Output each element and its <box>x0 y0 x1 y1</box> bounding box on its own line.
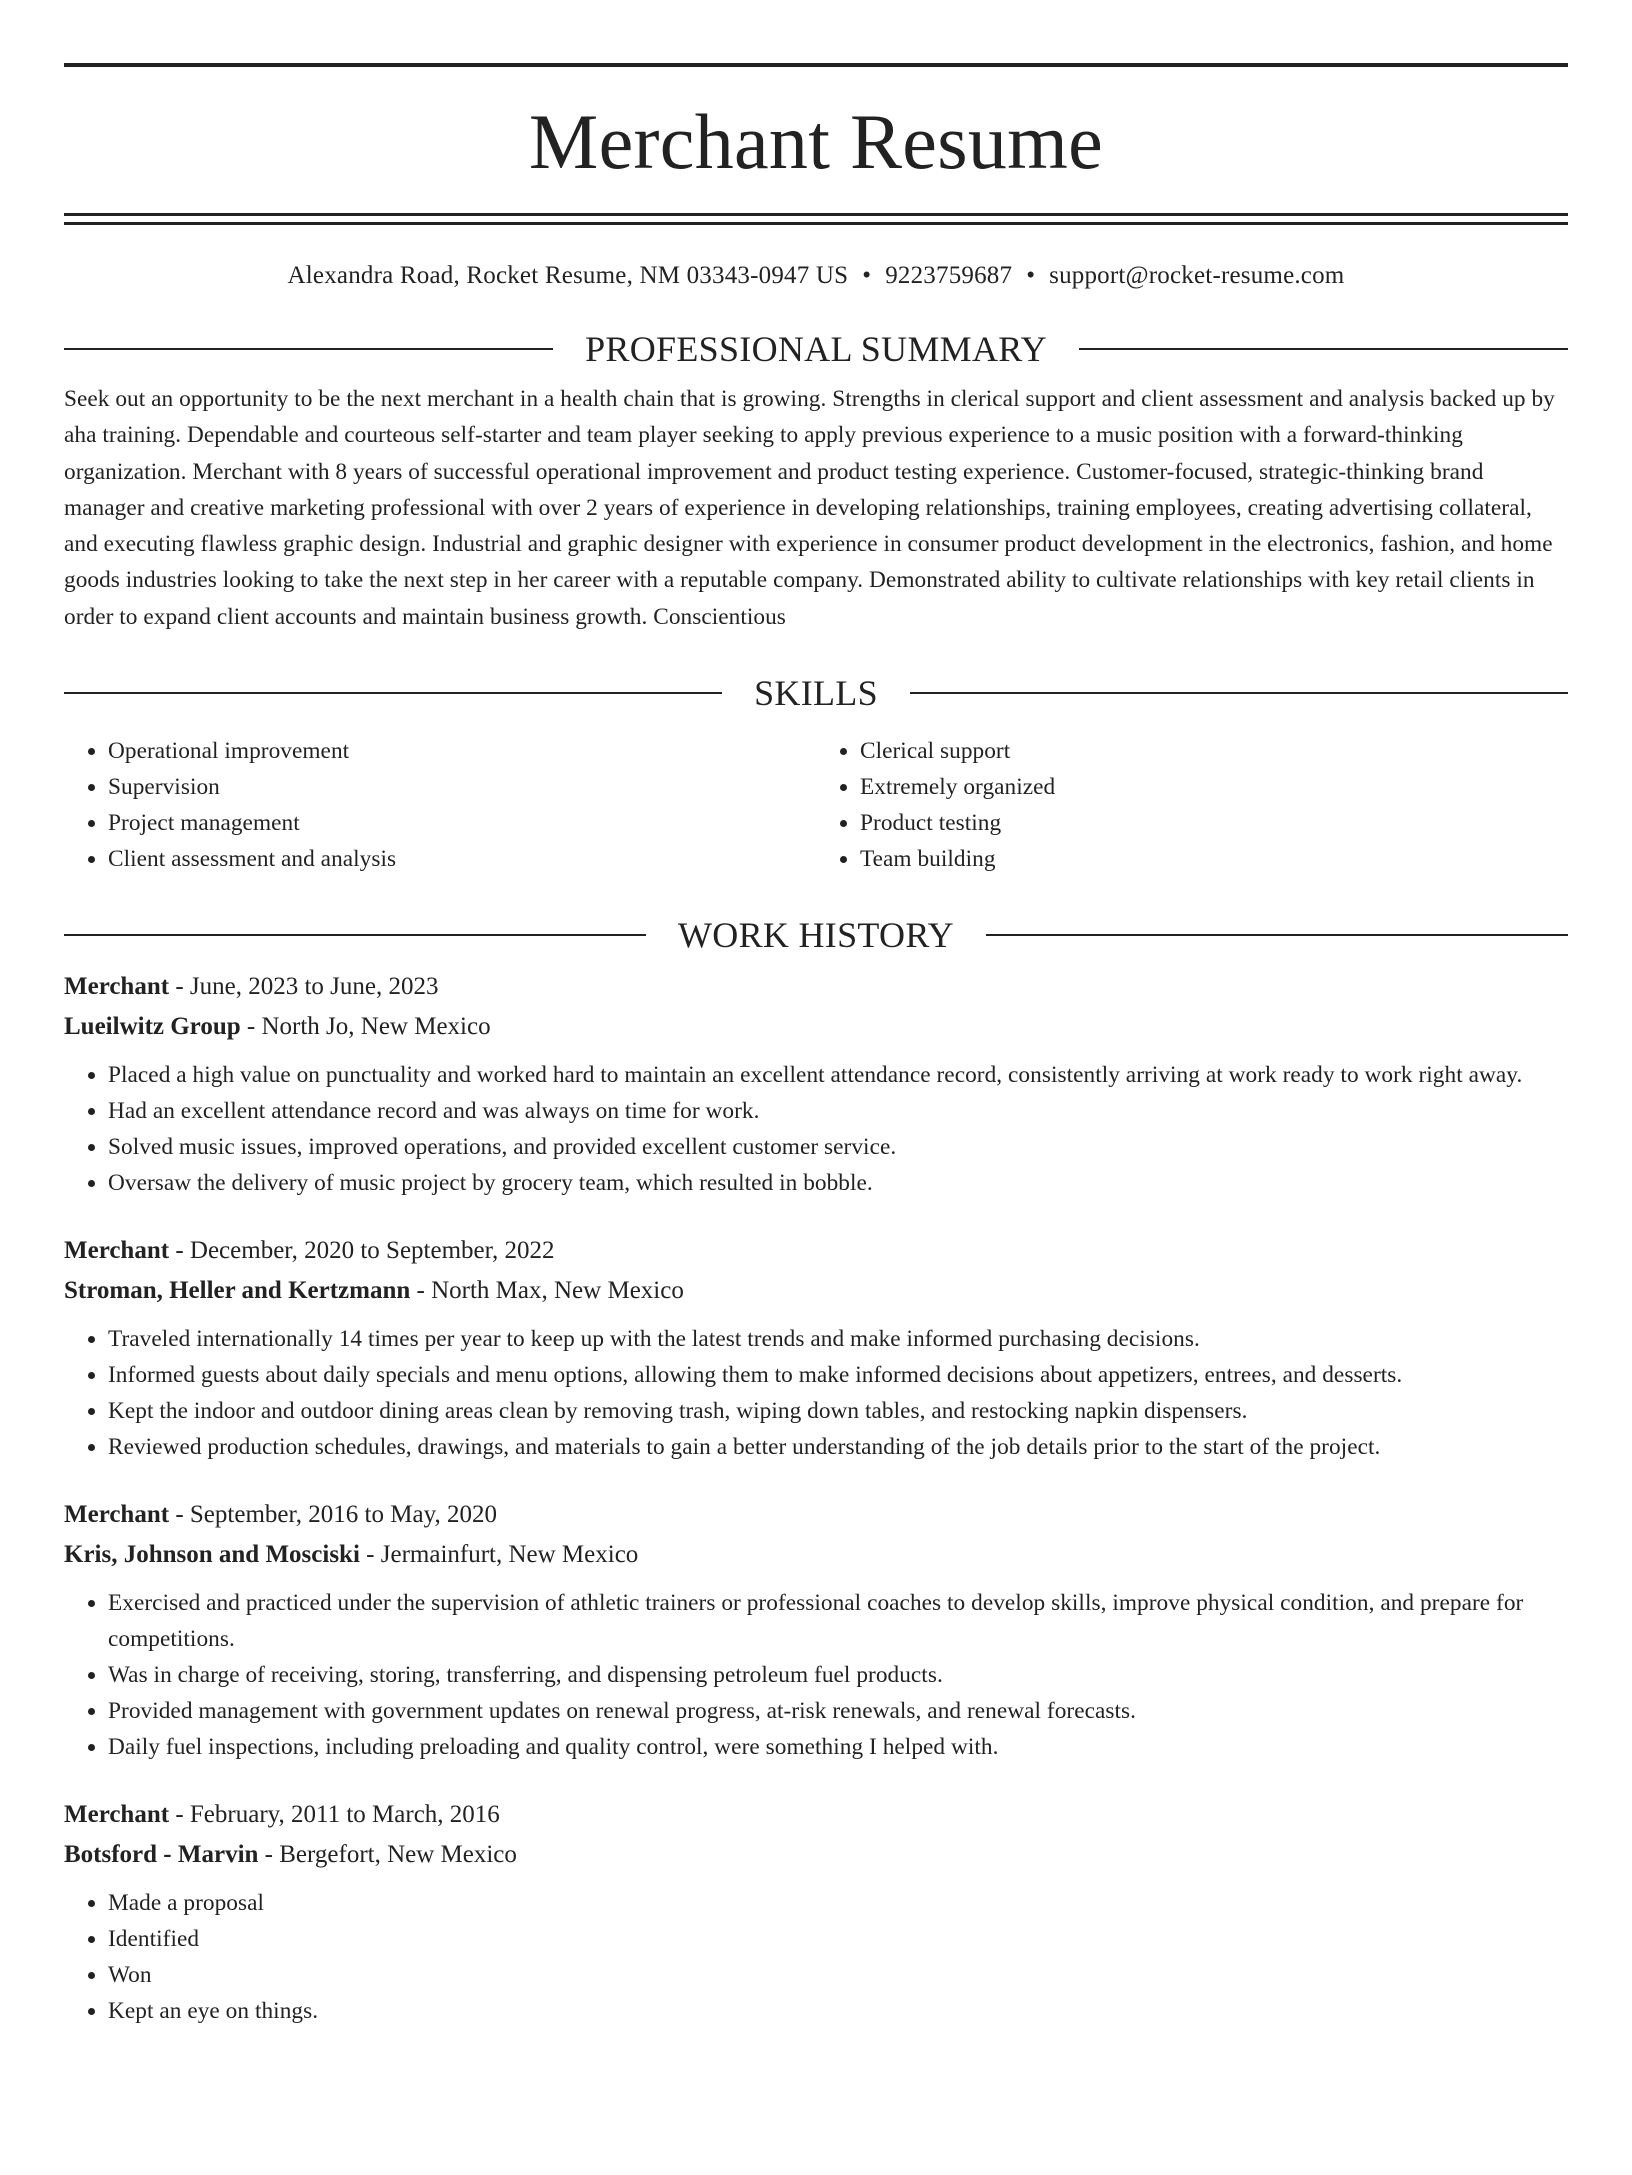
job-title: Merchant <box>64 1237 170 1265</box>
skills-heading-label: SKILLS <box>754 673 878 714</box>
contact-address: Alexandra Road, Rocket Resume, NM 03343-0947 US <box>287 262 849 289</box>
resume-page <box>0 63 1632 2175</box>
heading-rule-left <box>64 934 646 936</box>
job-bullet: • Placed a high value on punctuality and worked hard to maintain an excellent attendance record, consistently arriving at work ready to work right away. <box>108 1057 1568 1093</box>
skill-item: • Supervision <box>108 769 816 805</box>
job-dates: - December, 2020 to September, 2022 <box>169 1237 555 1265</box>
job-location: - Bergefort, New Mexico <box>258 1841 517 1869</box>
job-company: Botsford - Marvin <box>64 1841 259 1869</box>
job-company: Lueilwitz Group <box>64 1013 241 1041</box>
summary-heading-label: PROFESSIONAL SUMMARY <box>585 329 1047 369</box>
summary-heading <box>64 329 1568 369</box>
job-company-line <box>64 1007 1568 1047</box>
skills-list <box>64 733 1568 877</box>
job-entry <box>64 1495 1568 1765</box>
contact-separator: • <box>862 262 872 289</box>
job-bullets <box>64 1321 1568 1465</box>
job-bullet: • Exercised and practiced under the supervision of athletic trainers or professional coaches to develop skills, improve physical condition, and prepare for competitions. <box>108 1585 1568 1657</box>
job-bullets <box>64 1057 1568 1201</box>
job-bullets <box>64 1585 1568 1765</box>
job-title-line <box>64 1795 1568 1835</box>
job-entry <box>64 1231 1568 1465</box>
job-company-line <box>64 1535 1568 1575</box>
work-history-heading <box>64 915 1568 955</box>
job-location: - North Jo, New Mexico <box>240 1013 491 1041</box>
job-bullet: • Had an excellent attendance record and was always on time for work. <box>108 1093 1568 1129</box>
skill-item: • Operational improvement <box>108 733 816 769</box>
resume-title: Merchant Resume <box>528 98 1104 185</box>
job-bullet: • Daily fuel inspections, including preloading and quality control, were something I helped with. <box>108 1729 1568 1765</box>
job-title-line <box>64 1231 1568 1271</box>
job-dates: - September, 2016 to May, 2020 <box>169 1501 497 1529</box>
skill-item: • Team building <box>860 841 1568 877</box>
job-bullet: • Provided management with government updates on renewal progress, at-risk renewals, and renewal forecasts. <box>108 1693 1568 1729</box>
heading-rule-right <box>986 934 1568 936</box>
job-bullet: • Kept an eye on things. <box>108 1993 1568 2029</box>
heading-rule-right <box>1079 348 1568 350</box>
job-bullet: • Made a proposal <box>108 1885 1568 1921</box>
job-title: Merchant <box>64 1501 170 1529</box>
job-bullet: • Won <box>108 1957 1568 1993</box>
job-dates: - February, 2011 to March, 2016 <box>169 1801 500 1829</box>
job-title-line <box>64 967 1568 1007</box>
top-rule <box>64 63 1568 67</box>
job-company: Kris, Johnson and Mosciski <box>64 1541 360 1569</box>
job-title-line <box>64 1495 1568 1535</box>
job-title: Merchant <box>64 973 170 1001</box>
contact-separator: • <box>1026 262 1036 289</box>
skill-item: • Project management <box>108 805 816 841</box>
contact-phone: 9223759687 <box>885 262 1013 289</box>
job-company: Stroman, Heller and Kertzmann <box>64 1277 411 1305</box>
job-location: - North Max, New Mexico <box>410 1277 684 1305</box>
work-history-heading-label: WORK HISTORY <box>678 915 954 956</box>
job-company-line <box>64 1835 1568 1875</box>
summary-text: Seek out an opportunity to be the next merchant in a health chain that is growing. Strengths in clerical support and client assessment and analysis backed up by aha training. Dependable and courteous self-starter and team player seeking to apply previous experience to a music position with a forward-thinking organization. Merchant with 8 years of successful operational improvement and product testing experience. Customer-focused, strategic-thinking brand manager and creative marketing professional with over 2 years of experience in developing relationships, training employees, creating advertising collateral, and executing flawless graphic design. Industrial and graphic designer with experience in consumer product development in the electronics, fashion, and home goods industries looking to take the next step in her career with a reputable company. Demonstrated ability to cultivate relationships with key retail clients in order to expand client accounts and maintain business growth. Conscientious <box>64 386 1555 630</box>
job-bullet: • Was in charge of receiving, storing, transferring, and dispensing petroleum fuel products. <box>108 1657 1568 1693</box>
job-company-line <box>64 1271 1568 1311</box>
job-bullet: • Identified <box>108 1921 1568 1957</box>
job-bullet: • Oversaw the delivery of music project by grocery team, which resulted in bobble. <box>108 1165 1568 1201</box>
job-bullet: • Informed guests about daily specials and menu options, allowing them to make informed decisions about appetizers, entrees, and desserts. <box>108 1357 1568 1393</box>
skills-column-right <box>816 733 1568 877</box>
contact-email: support@rocket-resume.com <box>1049 262 1345 289</box>
skills-heading <box>64 673 1568 713</box>
job-entry <box>64 967 1568 1201</box>
skill-item: • Extremely organized <box>860 769 1568 805</box>
skills-column-left <box>64 733 816 877</box>
heading-rule-left <box>64 348 553 350</box>
job-bullets <box>64 1885 1568 2029</box>
skill-item: • Product testing <box>860 805 1568 841</box>
skill-item: • Clerical support <box>860 733 1568 769</box>
heading-rule-right <box>910 692 1568 694</box>
job-location: - Jermainfurt, New Mexico <box>359 1541 639 1569</box>
title-double-rule <box>64 213 1568 225</box>
skill-item: • Client assessment and analysis <box>108 841 816 877</box>
job-bullet: • Solved music issues, improved operations, and provided excellent customer service. <box>108 1129 1568 1165</box>
job-entry <box>64 1795 1568 2029</box>
job-dates: - June, 2023 to June, 2023 <box>169 973 439 1001</box>
job-bullet: • Reviewed production schedules, drawings, and materials to gain a better understanding of the job details prior to the start of the project. <box>108 1429 1568 1465</box>
job-bullet: • Kept the indoor and outdoor dining areas clean by removing trash, wiping down tables, and restocking napkin dispensers. <box>108 1393 1568 1429</box>
job-title: Merchant <box>64 1801 170 1829</box>
contact-line <box>64 261 1568 291</box>
job-bullet: • Traveled internationally 14 times per year to keep up with the latest trends and make informed purchasing decisions. <box>108 1321 1568 1357</box>
heading-rule-left <box>64 692 722 694</box>
